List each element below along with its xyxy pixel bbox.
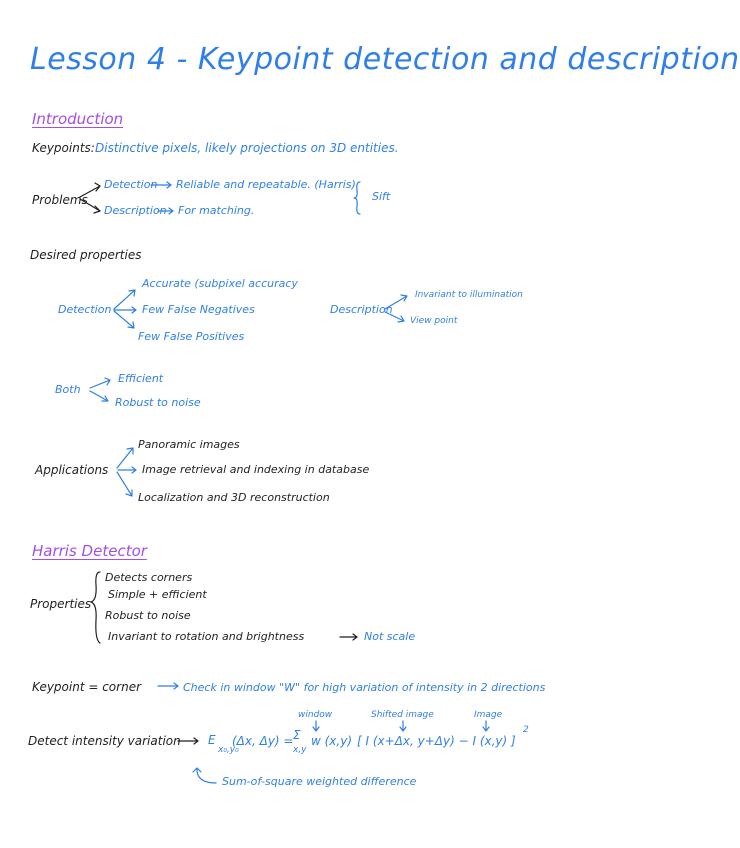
not-scale-arrow <box>340 634 357 640</box>
energy-formula-args: (Δx, Δy) = <box>232 734 294 748</box>
harris-property-item: Robust to noise <box>105 609 191 622</box>
energy-formula-lhs: E <box>208 733 216 747</box>
both-label: Both <box>55 383 81 396</box>
detect-intensity-label: Detect intensity variation <box>28 734 181 748</box>
detection-fork-arrows <box>114 290 136 328</box>
harris-heading: Harris Detector <box>32 542 147 560</box>
ssd-arrow <box>193 768 216 783</box>
application-item: Localization and 3D reconstruction <box>138 491 330 504</box>
both-fork-arrows <box>90 378 110 401</box>
desired-properties-heading: Desired properties <box>30 248 142 262</box>
energy-formula-square: 2 <box>523 725 529 735</box>
applications-fork-arrows <box>117 448 136 496</box>
description-property-item: Invariant to illumination <box>415 290 523 300</box>
keypoint-arrow <box>158 683 178 689</box>
not-scale-note: Not scale <box>364 630 416 643</box>
detection-property-item: Few False Positives <box>138 330 245 343</box>
both-item: Robust to noise <box>115 396 201 409</box>
formula-annotation-arrows <box>313 721 489 731</box>
energy-formula-window: w (x,y) <box>311 734 353 748</box>
energy-formula-lhs-subscript: x₀,y₀ <box>218 745 239 755</box>
both-item: Efficient <box>118 372 164 385</box>
image-annotation: Image <box>474 710 503 720</box>
window-annotation: window <box>298 710 333 720</box>
properties-brace <box>91 572 100 643</box>
description-description: For matching. <box>178 204 255 217</box>
harris-property-item: Invariant to rotation and brightness <box>108 630 305 643</box>
keypoints-text: Distinctive pixels, likely projections on 3D entities. <box>95 141 399 155</box>
detection-properties-label: Detection <box>58 303 112 316</box>
application-item: Image retrieval and indexing in database <box>142 463 370 476</box>
page-title: Lesson 4 - Keypoint detection and description <box>30 42 740 77</box>
sift-label: Sift <box>372 190 391 203</box>
description-term: Description <box>104 204 167 217</box>
shifted-image-annotation: Shifted image <box>371 710 434 720</box>
problems-label: Problems <box>32 193 88 207</box>
energy-formula-sum: Σ <box>293 728 301 742</box>
detection-property-item: Accurate (subpixel accuracy <box>142 277 298 290</box>
application-item: Panoramic images <box>138 438 240 451</box>
properties-label: Properties <box>30 597 92 611</box>
harris-property-item: Detects corners <box>105 571 193 584</box>
harris-property-item: Simple + efficient <box>108 588 207 601</box>
description-property-item: View point <box>410 316 458 326</box>
energy-formula-bracket: [ I (x+Δx, y+Δy) − I (x,y) ] <box>357 734 516 748</box>
detection-term: Detection <box>104 178 158 191</box>
detection-property-item: Few False Negatives <box>142 303 255 316</box>
description-properties-label: Description <box>330 303 393 316</box>
keypoints-label: Keypoints: <box>32 141 95 155</box>
keypoint-corner-description: Check in window "W" for high variation of intensity in 2 directions <box>183 681 546 694</box>
ssd-note: Sum-of-square weighted difference <box>222 775 417 788</box>
detect-intensity-arrow <box>178 738 198 744</box>
applications-label: Applications <box>35 463 109 477</box>
energy-formula-sum-subscript: x,y <box>293 745 307 755</box>
detection-description: Reliable and repeatable. (Harris) <box>176 178 356 191</box>
keypoint-corner-label: Keypoint = corner <box>32 680 142 694</box>
introduction-heading: Introduction <box>32 110 124 128</box>
